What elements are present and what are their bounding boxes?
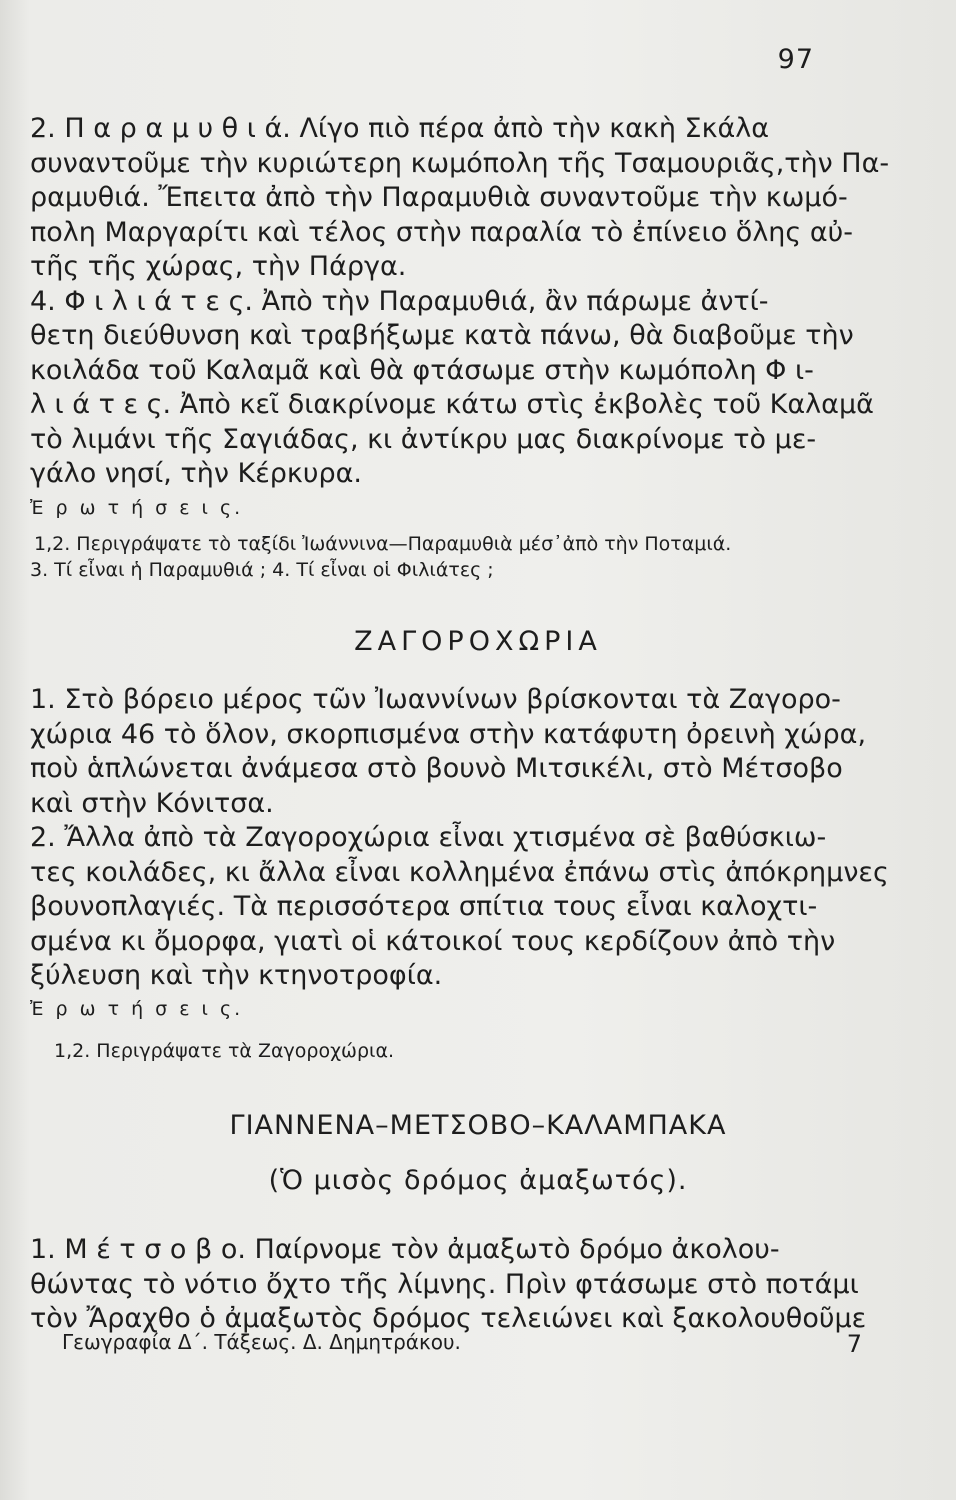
text-line: καὶ στὴν Κόνιτσα. [30,787,274,819]
text-line: χώρια 46 τὸ ὅλον, σκορπισμένα στὴν κατάφυτη ὀρεινὴ χώρα, [30,718,867,750]
text-line: ξύλευση καὶ τὴν κτηνοτροφία. [30,960,443,991]
text-line: 2. Π α ρ α μ υ θ ι ά. Λίγο πιὸ πέρα ἀπὸ τὴν κακὴ Σκάλα [30,113,770,144]
text-line: τὸν Ἄραχθο ὁ ἀμαξωτὸς δρόμος τελειώνει καὶ ξακολουθοῦμε [30,1303,867,1334]
question-line: 1,2. Περιγράψατε τὰ Ζαγοροχώρια. [54,1040,395,1062]
text-line: ποὺ ἁπλώνεται ἀνάμεσα στὸ βουνὸ Μιτσικέλι, στὸ Μέτσοβο [30,753,843,784]
section-metsovo [30,1233,867,1337]
questions-block-2 [30,998,850,1064]
text-line: τες κοιλάδες, κι ἄλλα εἶναι κολλημένα ἐπάνω στὶς ἀπόκρημνες [30,856,889,888]
text-line: ραμυθιά. Ἔπειτα ἀπὸ τὴν Παραμυθιὰ συναντοῦμε τὴν κωμό- [30,182,848,213]
section-zagorochoria [30,683,889,994]
text-line: συναντοῦμε τὴν κυριώτερη κωμόπολη τῆς Τσαμουριᾶς,τὴν Πα- [30,147,890,179]
section-subheading: (Ὁ μισὸς δρόμος ἀμαξωτός). [268,1165,688,1196]
signature-mark: 7 [846,1330,862,1358]
text-line: 1. Μ έ τ σ ο β ο. Παίρνομε τὸν ἀμαξωτὸ δρόμο ἀκολου- [30,1234,780,1265]
page-number: 97 [777,44,814,75]
question-line: 3. Τί εἶναι ἡ Παραμυθιά ; 4. Τί εἶναι οἱ Φιλιάτες ; [30,559,494,581]
text-line: 2. Ἄλλα ἀπὸ τὰ Ζαγοροχώρια εἶναι χτισμένα σὲ βαθύσκιω- [30,822,827,853]
questions-block-1 [30,497,850,583]
text-line: λ ι ά τ ε ς. Ἀπὸ κεῖ διακρίνομε κάτω στὶς ἐκβολὲς τοῦ Καλαμᾶ [30,389,874,420]
text-line: κοιλάδα τοῦ Καλαμᾶ καὶ θὰ φτάσωμε στὴν κωμόπολη Φ ι- [30,354,814,386]
text-line: πολη Μαργαρίτι καὶ τέλος στὴν παραλία τὸ ἐπίνειο ὅλης αὐ- [30,216,853,248]
page-footer [62,1330,862,1358]
text-line: θώντας τὸ νότιο ὄχτο τῆς λίμνης. Πρὶν φτάσωμε στὸ ποτάμι [30,1268,859,1300]
question-line: 1,2. Περιγράψατε τὸ ταξίδι Ἰωάννινα—Παραμυθιὰ μέσ᾽ἀπὸ τὴν Ποταμιά. [34,533,732,555]
text-line: σμένα κι ὄμορφα, γιατὶ οἱ κάτοικοί τους κερδίζουν ἀπὸ τὴν [30,925,836,957]
text-line: 4. Φ ι λ ι ά τ ε ς. Ἀπὸ τὴν Παραμυθιά, ἂν πάρωμε ἀντί- [30,285,769,317]
text-line: τῆς τῆς χώρας, τὴν Πάργα. [30,251,407,282]
questions-label: Ἐ ρ ω τ ή σ ε ι ς. [30,497,244,519]
text-line: θετη διεύθυνση καὶ τραβήξωμε κατὰ πάνω, θὰ διαβοῦμε τὴν [30,320,854,351]
text-line: 1. Στὸ βόρειο μέρος τῶν Ἰωαννίνων βρίσκονται τὰ Ζαγορο- [30,684,841,715]
section-heading-zagorochoria: ΖΑΓΟΡΟΧΩΡΙΑ [354,626,602,657]
section-heading-giannena-metsovo: ΓΙΑΝΝΕΝΑ–ΜΕΤΣΟΒΟ–ΚΑΛΑΜΠΑΚΑ [229,1110,727,1141]
text-line: τὸ λιμάνι τῆς Σαγιάδας, κι ἀντίκρυ μας διακρίνομε τὸ με- [30,423,817,455]
text-line: βουνοπλαγιές. Τὰ περισσότερα σπίτια τους εἶναι καλοχτι- [30,891,818,922]
footer-text: Γεωγραφία Δ΄. Τάξεως. Δ. Δημητράκου. [62,1330,461,1354]
section-paramythia-filiates [30,112,890,492]
questions-label: Ἐ ρ ω τ ή σ ε ι ς. [30,998,244,1020]
text-line: γάλο νησί, τὴν Κέρκυρα. [30,458,362,489]
